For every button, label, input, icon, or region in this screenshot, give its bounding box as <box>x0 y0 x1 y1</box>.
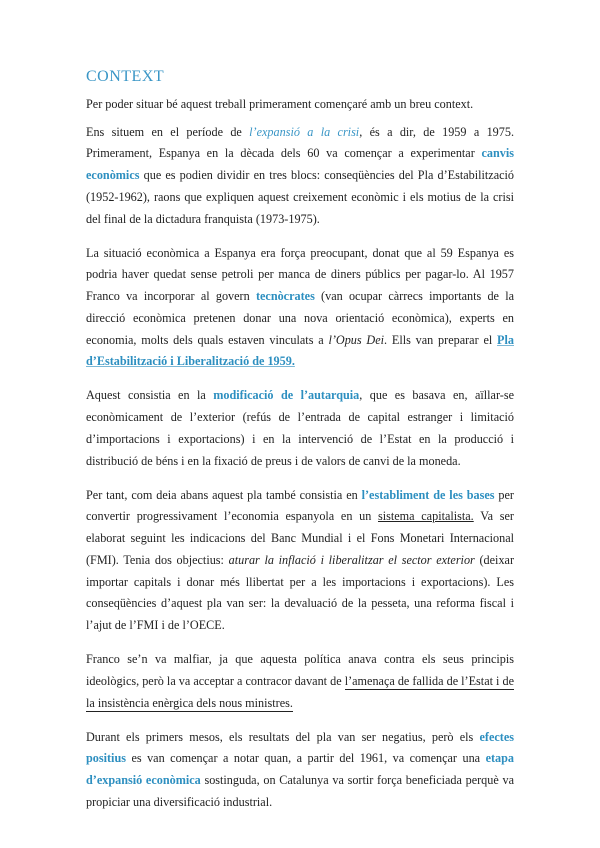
paragraph-bases <box>86 485 514 637</box>
text-span: sostinguda, on Catalunya va sortir força beneficiada perquè va propiciar una diversificació industrial. <box>86 773 514 809</box>
emphasis-opus-dei: l’Opus Dei <box>328 332 385 347</box>
text-span: Aquest consistia en la <box>86 388 214 403</box>
emphasis-expansion-crisis: l’expansió a la crisi <box>249 124 360 139</box>
text-span: , que es basava en, aïllar-se econòmicament de l’exterior (refús de l’entrada de capital estranger i limitació d’importacions i exportacions) i en la intervenció de l’Estat en la producció i distribució de béns i en la fixació de preus i de valors de canvi de la moneda. <box>86 388 514 468</box>
text-span: (van ocupar càrrecs importants de la direcció econòmica pretenen donar una nova orientació econòmica), experts en economia, molts dels quals estaven vinculats a <box>86 289 514 347</box>
text-span: (deixar importar capitals i donar més llibertat per a les importacions i exportacions). Les conseqüències d’aquest pla van ser: la devaluació de la pesseta, una reforma fiscal i l’ajut de l’FMI i de l’OECE. <box>86 552 515 632</box>
paragraph-situation <box>86 243 514 373</box>
text-span: La situació econòmica a Espanya era força preocupant, donat que al 59 Espanya es podria haver quedat sense petroli per manca de diners públics per pagar-lo. Al 1957 Franco va incorporar al govern <box>86 245 514 304</box>
text-span: que es podien dividir en tres blocs: conseqüències del Pla d’Estabilització (1952-1962), raons que expliquen aquest creixement econòmic i els motius de la crisi del final de la dictadura franquista (1973-1975). <box>86 168 514 226</box>
intro-paragraph: Per poder situar bé aquest treball primerament començaré amb un breu context. <box>86 97 474 111</box>
text-span: Franco se’n va malfiar, ja que aquesta política anava contra els seus principis ideològics, però la va acceptar a contracor davant de <box>86 652 514 688</box>
document-page <box>86 68 514 826</box>
text-span: es van començar a notar quan, a partir del 1961, va començar una <box>125 751 486 766</box>
paragraph-effects <box>86 727 514 814</box>
underline-capitalist-system: sistema capitalista. <box>378 509 474 524</box>
text-span: Va ser elaborat seguint les indicacions del Banc Mundial i el Fons Monetari Internacional (FMI). Tenia dos objectius: <box>86 509 514 567</box>
highlight-autarky: modificació de l’autarquia <box>213 388 360 403</box>
section-heading: CONTEXT <box>86 68 165 85</box>
highlight-bases: l’establiment de les bases <box>361 487 495 502</box>
highlight-expansion-stage: etapa d’expansió econòmica <box>86 751 514 788</box>
paragraph-autarky <box>86 385 514 472</box>
text-span: , és a dir, de 1959 a 1975. Primerament, Espanya en la dècada dels 60 va començar a experimentar <box>86 124 514 161</box>
paragraph-period <box>86 122 514 231</box>
highlight-positive-effects: efectes positius <box>86 729 514 766</box>
highlight-technocrats: tecnòcrates <box>255 289 315 304</box>
text-span: . Ells van preparar el <box>384 332 498 347</box>
underline-bankruptcy-threat: l’amenaça de fallida de l’Estat i de la insistència enèrgica dels nous ministres. <box>86 673 515 710</box>
text-span: Ens situem en el període de <box>86 124 250 139</box>
text-span: Durant els primers mesos, els resultats del pla van ser negatius, però els <box>86 729 480 744</box>
paragraph-franco <box>86 649 514 714</box>
text-span: Per tant, com deia abans aquest pla també consistia en <box>86 487 362 502</box>
text-span: per convertir progressivament l’economia espanyola en un <box>86 487 514 524</box>
emphasis-objectives: aturar la inflació i liberalitzar el sector exterior <box>228 552 475 567</box>
link-stabilization-plan[interactable]: Pla d’Estabilització i Liberalització de 1959. <box>86 332 514 369</box>
highlight-economic-changes: canvis econòmics <box>86 146 514 183</box>
